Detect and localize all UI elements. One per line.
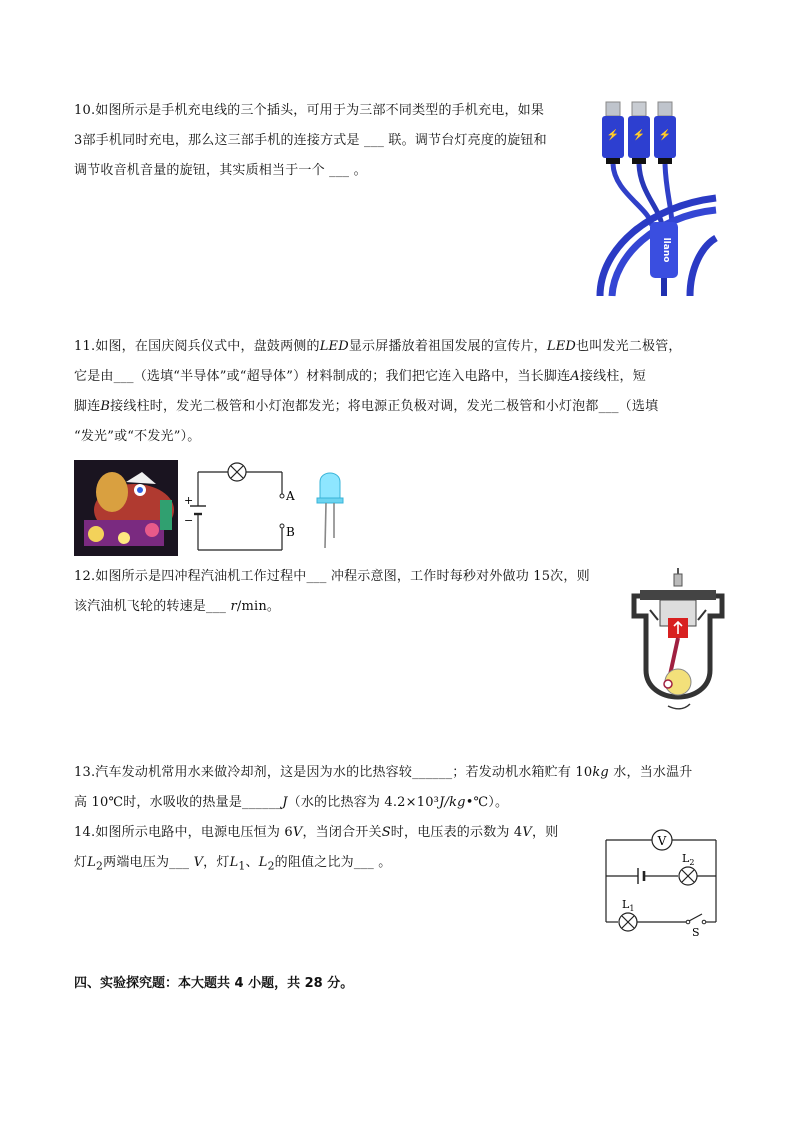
- q10-line2: 3部手机同时充电，那么这三部手机的连接方式是 ___ 联。调节台灯亮度的旋钮和: [74, 133, 547, 148]
- charging-cable-figure: [590, 98, 720, 298]
- q13-line1: 13.汽车发动机常用水来做冷却剂，这是因为水的比热容较______；若发动机水箱贮有 10kg 水，当水温升: [74, 765, 693, 780]
- question-10: [74, 96, 547, 186]
- battery-plus-label: +: [184, 494, 194, 507]
- question-12: [74, 562, 590, 622]
- switch-label: S: [692, 926, 700, 938]
- engine-stroke-diagram: [628, 566, 728, 722]
- q14-line1: 14.如图所示电路中，电源电压恒为 6V，当闭合开关S时，电压表的示数为 4V，则: [74, 825, 559, 840]
- q11-line4: “发光”或“不发光”）。: [74, 429, 201, 444]
- terminal-a-label: A: [286, 489, 295, 503]
- q12-line1: 12.如图所示是四冲程汽油机工作过程中___ 冲程示意图，工作时每秒对外做功 15次，则: [74, 569, 590, 584]
- q10-line1: 10.如图所示是手机充电线的三个插头，可用于为三部不同类型的手机充电，如果: [74, 103, 545, 118]
- cable-brand-text: llano: [661, 237, 671, 263]
- svg-text:⚡: ⚡: [632, 130, 646, 141]
- terminal-b-label: B: [286, 525, 295, 539]
- q14-line2: 灯$L_2$两端电压为___ V，灯$L_1$、$L_2$的阻值之比为___ 。: [74, 855, 392, 873]
- question-14: [74, 818, 558, 882]
- section-4-heading: 四、实验探究题：本大题共 4 小题，共 28 分。: [74, 976, 354, 991]
- battery-minus-label: −: [184, 514, 194, 527]
- svg-text:⚡: ⚡: [658, 130, 672, 141]
- q11-line2: 它是由___（选填“半导体”或“超导体”）材料制成的；我们把它连入电路中，当长脚连A接线柱，短: [74, 369, 646, 384]
- svg-text:⚡: ⚡: [606, 130, 620, 141]
- question-13: [74, 758, 693, 818]
- q13-line2: 高 10℃时，水吸收的热量是______J（水的比热容为 4.2×10³J/kg•℃）。: [74, 795, 509, 810]
- led-circuit-diagram: [182, 460, 302, 556]
- switch-icon: [689, 914, 702, 921]
- question-11: [74, 332, 682, 452]
- q11-line3: 脚连B接线柱时，发光二极管和小灯泡都发光；将电源正负极对调，发光二极管和小灯泡都___（选填: [74, 399, 659, 414]
- voltmeter-label: V: [657, 834, 667, 848]
- led-component-figure: [312, 468, 352, 552]
- lamp-l2-label: $L_2$: [682, 852, 695, 867]
- voltmeter-circuit-diagram: [598, 826, 722, 938]
- q12-line2: 该汽油机飞轮的转速是___ r/min。: [74, 599, 281, 614]
- parade-float-photo: [74, 460, 178, 556]
- q11-line1: 11.如图，在国庆阅兵仪式中，盘鼓两侧的LED显示屏播放着祖国发展的宣传片，LED也叫发光二极管，: [74, 339, 682, 354]
- lamp-l1-label: $L_1$: [622, 898, 635, 913]
- q10-line3: 调节收音机音量的旋钮，其实质相当于一个 ___ 。: [74, 163, 367, 178]
